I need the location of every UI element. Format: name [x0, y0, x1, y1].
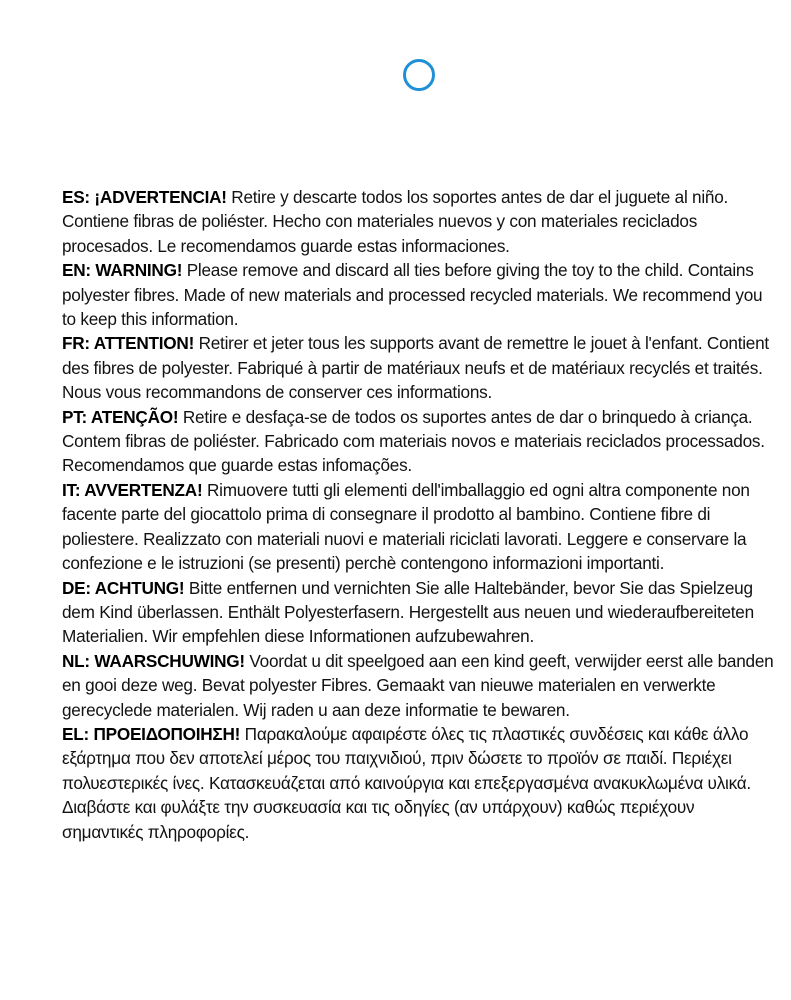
warning-body: Please remove and discard all ties before giving the toy to the child. Contains polyester fibres. Made of new materials and processed recycled materials. We recommend you to keep this information.	[62, 260, 763, 330]
warning-label: FR: ATTENTION!	[62, 333, 195, 354]
warning-body: Rimuovere tutti gli elementi dell'imballaggio ed ogni altra componente non facente parte del giocattolo prima di consegnare il prodotto al bambino. Contiene fibre di poliestere. Realizzato con materiali nuovi e materiali riciclati lavorati. Leggere e conservare la confezione e le istruzioni (se presenti) perchè contengono informazioni importanti.	[62, 479, 750, 574]
warning-label: DE: ACHTUNG!	[62, 577, 185, 598]
warning-label: IT: AVVERTENZA!	[62, 479, 203, 500]
warning-body: Voordat u dit speelgoed aan een kind geeft, verwijder eerst alle banden en gooi deze weg. Bevat polyester Fibres. Gemaakt van nieuwe materialen en verwerkte gerecyclede materialen. Wij raden u aan deze informatie te bewaren.	[62, 650, 774, 720]
warning-label: ES: ¡ADVERTENCIA!	[62, 187, 227, 207]
warning-label: PT: ATENÇÃO!	[62, 406, 179, 427]
warning-body: Retire e desfaça-se de todos os suportes antes de dar o brinquedo à criança. Contem fibras de poliéster. Fabricado com materiais novos e materiais reciclados processados. Recomendamos que guarde estas infomações.	[62, 406, 765, 476]
warning-label: NL: WAARSCHUWING!	[62, 650, 245, 671]
warning-body: Παρακαλούμε αφαιρέστε όλες τις πλαστικές συνδέσεις και κάθε άλλο εξάρτημα που δεν αποτελεί μέρος του παιχνιδιού, πριν δώσετε το προϊόν σε παιδί. Περιέχει πολυεστερικές ίνες. Κατασκευάζεται από καινούργια και επεξεργασμένα ανακυκλωμένα υλικά. Διαβάστε και φυλάξτε την συσκευασία και τις οδηγίες (αν υπάρχουν) καθώς περιέχουν σημαντικές πληροφορίες.	[62, 723, 751, 842]
warning-es	[62, 185, 774, 258]
warning-label: EL: ΠΡΟΕΙΔΟΠΟΙΗΣΗ!	[62, 723, 241, 744]
warning-en	[62, 258, 774, 331]
hanging-hole-icon	[403, 59, 435, 91]
warning-el	[62, 722, 774, 844]
warning-pt	[62, 405, 774, 478]
warning-de	[62, 576, 774, 649]
warning-it	[62, 478, 774, 576]
warning-label: EN: WARNING!	[62, 260, 183, 281]
warning-nl	[62, 649, 774, 722]
warning-body: Bitte entfernen und vernichten Sie alle Haltebänder, bevor Sie das Spielzeug dem Kind überlassen. Enthält Polyesterfasern. Hergestellt aus neuen und wiederaufbereiteten Materialien. Wir empfehlen diese Informationen aufzubewahren.	[62, 577, 754, 647]
warning-fr	[62, 331, 774, 404]
warning-body: Retirer et jeter tous les supports avant de remettre le jouet à l'enfant. Contient des fibres de polyester. Fabriqué à partir de matériaux neufs et de matériaux recyclés et traités. Nous vous recommandons de conserver ces informations.	[62, 333, 769, 403]
warning-text-block	[62, 185, 774, 844]
warning-body: Retire y descarte todos los soportes antes de dar el juguete al niño. Contiene fibras de poliéster. Hecho con materiales nuevos y con materiales reciclados procesados. Le recomendamos guarde estas informaciones.	[62, 187, 729, 256]
